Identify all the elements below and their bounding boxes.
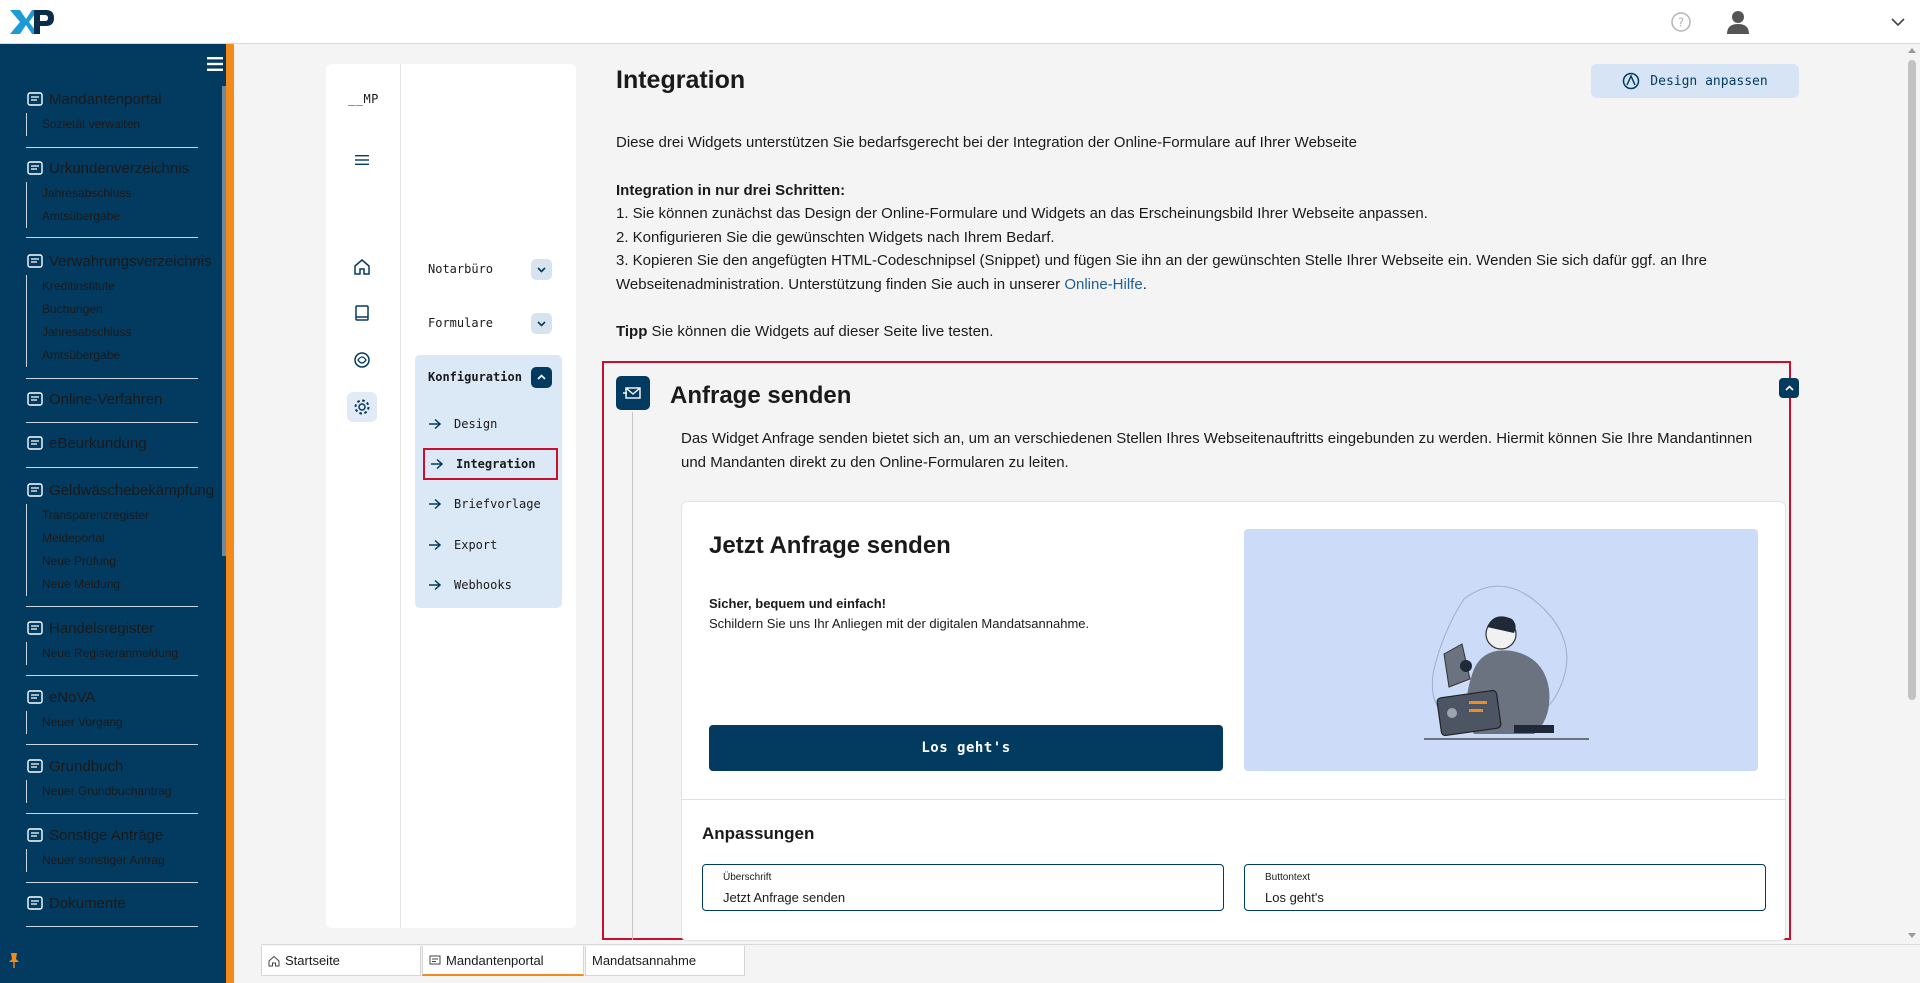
sidebar-separator bbox=[26, 882, 198, 883]
steps-heading: Integration in nur drei Schritten: bbox=[616, 182, 846, 199]
sidebar-subitem[interactable]: Neue Registeranmeldung bbox=[42, 646, 179, 660]
intro-text: Diese drei Widgets unterstützen Sie bedarfsgerecht bei der Integration der Online-Formulare auf Ihrer Webseite bbox=[616, 134, 1357, 151]
widget-title: Anfrage senden bbox=[670, 382, 852, 409]
nav-notarbuero-label: Notarbüro bbox=[428, 262, 494, 276]
sidebar-subitems bbox=[26, 504, 198, 596]
xp-logo[interactable] bbox=[8, 6, 54, 38]
sidebar-item-mandantenportal[interactable] bbox=[26, 88, 198, 110]
sidebar-group-label: Geldwäschebekämpfung bbox=[49, 481, 215, 499]
sidebar-separator bbox=[26, 606, 198, 607]
page-title: Integration bbox=[616, 66, 746, 94]
sidebar-subitem[interactable]: Neuer Vorgang bbox=[42, 715, 123, 729]
sidebar-group-5 bbox=[26, 479, 215, 596]
sidebar-subitems bbox=[26, 182, 198, 228]
config-item-label: Integration bbox=[456, 457, 536, 471]
pin-icon[interactable] bbox=[7, 952, 21, 968]
arrow-right-icon bbox=[428, 418, 442, 430]
sidebar-subitems bbox=[26, 113, 198, 136]
dokumente-icon bbox=[26, 894, 44, 912]
sidebar-subitems bbox=[26, 275, 198, 367]
config-item-label: Briefvorlage bbox=[454, 497, 541, 511]
sidebar-subitems bbox=[26, 849, 198, 872]
sidebar-item-enova[interactable] bbox=[26, 686, 198, 708]
portal-icon bbox=[26, 90, 44, 108]
sidebar-subitem[interactable]: Jahresabschluss bbox=[42, 325, 132, 339]
sidebar-group-label: Handelsregister bbox=[49, 619, 155, 637]
mp-brand: __MP bbox=[348, 92, 379, 106]
sidebar-item-sonstige-anträge[interactable] bbox=[26, 824, 198, 846]
widget-description: Das Widget Anfrage senden bietet sich an, um an verschiedenen Stellen Ihres Webseitenauftritts eingebunden zu werden. Hiermit können Sie Ihre Mandantinnen und Mandanten direkt zu den Online-Formularen zu leiten. bbox=[681, 430, 1753, 471]
step-3-text: Webseitenadministration. Unterstützung finden Sie auch in unserer bbox=[616, 276, 1065, 293]
user-icon[interactable] bbox=[1725, 9, 1751, 35]
widget-vertical-line bbox=[632, 412, 633, 940]
sidebar-subitem[interactable]: Neuer Grundbuchantrag bbox=[42, 784, 172, 798]
rail-home-icon[interactable] bbox=[347, 252, 377, 282]
step-3: 3. Kopieren Sie den angefügten HTML-Codeschnipsel (Snippet) und fügen Sie ihn an der gewünschten Stelle Ihrer Webseite ein. Wenden Sie sich dafür ggf. an Ihre bbox=[616, 252, 1707, 269]
sidebar-group-9 bbox=[26, 824, 198, 872]
chevron-up-icon[interactable] bbox=[531, 367, 552, 388]
nav-konfiguration[interactable] bbox=[428, 362, 552, 392]
collapse-chevron-up-icon[interactable] bbox=[1779, 378, 1799, 398]
hamburger-menu-icon[interactable] bbox=[206, 56, 224, 72]
sidebar-subitem[interactable]: Neuer sonstiger Antrag bbox=[42, 853, 165, 867]
tab-mandatsannahme-label: Mandatsannahme bbox=[592, 953, 697, 968]
tab-mandatsannahme[interactable] bbox=[585, 946, 745, 976]
tab-mandantenportal-label: Mandantenportal bbox=[446, 952, 544, 968]
sidebar-group-label: Online-Verfahren bbox=[49, 390, 163, 408]
sidebar-group-3 bbox=[26, 388, 198, 410]
config-item-label: Export bbox=[454, 538, 498, 552]
top-bar bbox=[0, 0, 1920, 44]
sidebar-separator bbox=[26, 813, 198, 814]
sidebar-subitem[interactable]: Sozietät verwalten bbox=[42, 117, 141, 131]
sidebar-item-geldwäschebekämpfung[interactable] bbox=[26, 479, 215, 501]
design-anpassen-label: Design anpassen bbox=[1650, 73, 1768, 89]
design-icon bbox=[1622, 72, 1640, 90]
rail-settings-icon[interactable] bbox=[347, 392, 377, 422]
sidebar-separator bbox=[26, 926, 198, 927]
tip-label: Tipp bbox=[616, 323, 648, 340]
sidebar-subitem[interactable]: Transparenzregister bbox=[42, 508, 149, 522]
register-icon bbox=[26, 619, 44, 637]
link-suffix: . bbox=[1142, 276, 1147, 293]
sidebar-subitem[interactable]: Amtsübergabe bbox=[42, 209, 121, 223]
sidebar-subitem[interactable]: Buchungen bbox=[42, 302, 103, 316]
anpassungen-heading: Anpassungen bbox=[702, 824, 815, 843]
sidebar-group-label: eBeurkundung bbox=[49, 434, 147, 452]
nav-notarbuero[interactable] bbox=[428, 254, 552, 284]
rail-book-icon[interactable] bbox=[347, 298, 377, 328]
sidebar-item-grundbuch[interactable] bbox=[26, 755, 198, 777]
arrow-right-icon bbox=[428, 539, 442, 551]
sidebar-scrollbar[interactable] bbox=[222, 86, 226, 556]
sidebar-group-label: eNoVA bbox=[49, 688, 96, 706]
sidebar-separator bbox=[26, 147, 198, 148]
preview-title: Jetzt Anfrage senden bbox=[709, 532, 951, 559]
portal-icon bbox=[429, 954, 441, 966]
ueberschrift-label: Überschrift bbox=[723, 872, 772, 883]
preview-illustration bbox=[1244, 529, 1758, 771]
sidebar-separator bbox=[26, 744, 198, 745]
sidebar-group-0 bbox=[26, 88, 198, 136]
sidebar-group-label: Verwahrungsverzeichnis bbox=[49, 252, 212, 270]
sidebar-group-1 bbox=[26, 157, 198, 228]
sidebar-accent-bar bbox=[226, 44, 234, 983]
enova-icon bbox=[26, 688, 44, 706]
buttontext-label: Buttontext bbox=[1265, 872, 1311, 883]
sidebar-subitems bbox=[26, 780, 198, 803]
tab-mandantenportal[interactable] bbox=[422, 946, 584, 976]
online-icon bbox=[26, 390, 44, 408]
tip-body: Sie können die Widgets auf dieser Seite live testen. bbox=[647, 323, 994, 340]
arrow-right-icon bbox=[428, 579, 442, 591]
scroll-down-arrow-icon[interactable] bbox=[1907, 932, 1917, 940]
mail-send-icon bbox=[616, 376, 650, 410]
sidebar-subitem[interactable]: Jahresabschluss bbox=[42, 186, 132, 200]
sidebar-subitems bbox=[26, 711, 198, 734]
home-icon bbox=[268, 955, 280, 967]
sidebar-group-label: Urkundenverzeichnis bbox=[49, 159, 190, 177]
online-hilfe-link[interactable]: Online-Hilfe bbox=[1064, 276, 1143, 293]
config-item-webhooks[interactable] bbox=[428, 571, 558, 599]
menu-icon[interactable] bbox=[355, 153, 369, 167]
tab-startseite[interactable] bbox=[261, 946, 421, 976]
sidebar-group-4 bbox=[26, 432, 198, 454]
ueberschrift-value[interactable]: Jetzt Anfrage senden bbox=[723, 890, 846, 905]
sidebar-subitems bbox=[26, 642, 198, 665]
antraege-icon bbox=[26, 826, 44, 844]
bank-icon bbox=[26, 252, 44, 270]
tip-text bbox=[616, 320, 993, 344]
arrow-right-icon bbox=[430, 458, 444, 470]
svg-text:?: ? bbox=[1677, 15, 1685, 30]
sidebar-separator bbox=[26, 237, 198, 238]
chevron-down-icon[interactable] bbox=[531, 313, 552, 334]
sidebar-subitem[interactable]: Meldeportal bbox=[42, 531, 105, 545]
step-3-continued bbox=[616, 273, 1147, 297]
sidebar-group-label: Dokumente bbox=[49, 894, 126, 912]
sidebar-separator bbox=[26, 378, 198, 379]
sidebar-group-7 bbox=[26, 686, 198, 734]
help-icon[interactable] bbox=[1670, 11, 1692, 33]
step-1: 1. Sie können zunächst das Design der Online-Formulare und Widgets an das Erscheinungsbild Ihrer Webseite anpassen. bbox=[616, 205, 1428, 222]
tab-startseite-label: Startseite bbox=[285, 953, 340, 968]
ueberschrift-field[interactable] bbox=[702, 864, 1224, 911]
preview-divider bbox=[682, 799, 1785, 800]
nav-formulare-label: Formulare bbox=[428, 316, 494, 330]
config-item-design[interactable] bbox=[428, 410, 558, 438]
nav-konfiguration-label: Konfiguration bbox=[428, 370, 522, 384]
sidebar-subitem[interactable]: Amtsübergabe bbox=[42, 348, 121, 362]
sidebar-subitem[interactable]: Kreditinstitute bbox=[42, 279, 115, 293]
sidebar-subitem[interactable]: Neue Meldung bbox=[42, 577, 121, 591]
sidebar-separator bbox=[26, 467, 198, 468]
buttontext-field[interactable] bbox=[1244, 864, 1766, 911]
config-item-briefvorlage[interactable] bbox=[428, 490, 558, 518]
person-tablet-illustration bbox=[1244, 529, 1758, 771]
config-item-export[interactable] bbox=[428, 531, 558, 559]
chevron-down-icon[interactable] bbox=[531, 259, 552, 280]
preview-tagline: Sicher, bequem und einfach! bbox=[709, 596, 886, 611]
sidebar-item-urkundenverzeichnis[interactable] bbox=[26, 157, 198, 179]
config-item-integration[interactable] bbox=[423, 448, 558, 480]
arrow-right-icon bbox=[428, 498, 442, 510]
grundbuch-icon bbox=[26, 757, 44, 775]
nav-divider bbox=[400, 64, 401, 928]
sidebar-item-handelsregister[interactable] bbox=[26, 617, 198, 639]
sidebar-group-10 bbox=[26, 892, 198, 914]
sidebar-group-label: Mandantenportal bbox=[49, 90, 162, 108]
step-2: 2. Konfigurieren Sie die gewünschten Widgets nach Ihrem Bedarf. bbox=[616, 229, 1055, 246]
sidebar-separator bbox=[26, 422, 198, 423]
design-anpassen-button[interactable] bbox=[1591, 64, 1799, 98]
los-gehts-button[interactable]: Los geht's bbox=[709, 725, 1223, 771]
sidebar-item-dokumente[interactable] bbox=[26, 892, 198, 914]
sidebar-group-8 bbox=[26, 755, 198, 803]
sidebar-group-label: Sonstige Anträge bbox=[49, 826, 164, 844]
scroll-up-arrow-icon[interactable] bbox=[1907, 46, 1917, 54]
sidebar-group-2 bbox=[26, 250, 212, 367]
sidebar-separator bbox=[26, 675, 198, 676]
document-icon bbox=[26, 159, 44, 177]
ebeurkundung-icon bbox=[26, 434, 44, 452]
config-item-label: Webhooks bbox=[454, 578, 512, 592]
nav-formulare[interactable] bbox=[428, 308, 552, 338]
chevron-down-icon[interactable] bbox=[1890, 14, 1906, 30]
config-item-label: Design bbox=[454, 417, 498, 431]
sidebar-item-ebeurkundung[interactable] bbox=[26, 432, 198, 454]
scrollbar-thumb[interactable] bbox=[1908, 60, 1916, 700]
sidebar-group-label: Grundbuch bbox=[49, 757, 124, 775]
sidebar-item-verwahrungsverzeichnis[interactable] bbox=[26, 250, 212, 272]
sidebar-group-6 bbox=[26, 617, 198, 665]
preview-subtext: Schildern Sie uns Ihr Anliegen mit der digitalen Mandatsannahme. bbox=[709, 616, 1090, 631]
sidebar-subitem[interactable]: Neue Prüfung bbox=[42, 554, 117, 568]
buttontext-value[interactable]: Los geht's bbox=[1265, 890, 1324, 905]
sidebar-item-online-verfahren[interactable] bbox=[26, 388, 198, 410]
rail-ai-icon[interactable] bbox=[347, 345, 377, 375]
money-icon bbox=[26, 481, 44, 499]
